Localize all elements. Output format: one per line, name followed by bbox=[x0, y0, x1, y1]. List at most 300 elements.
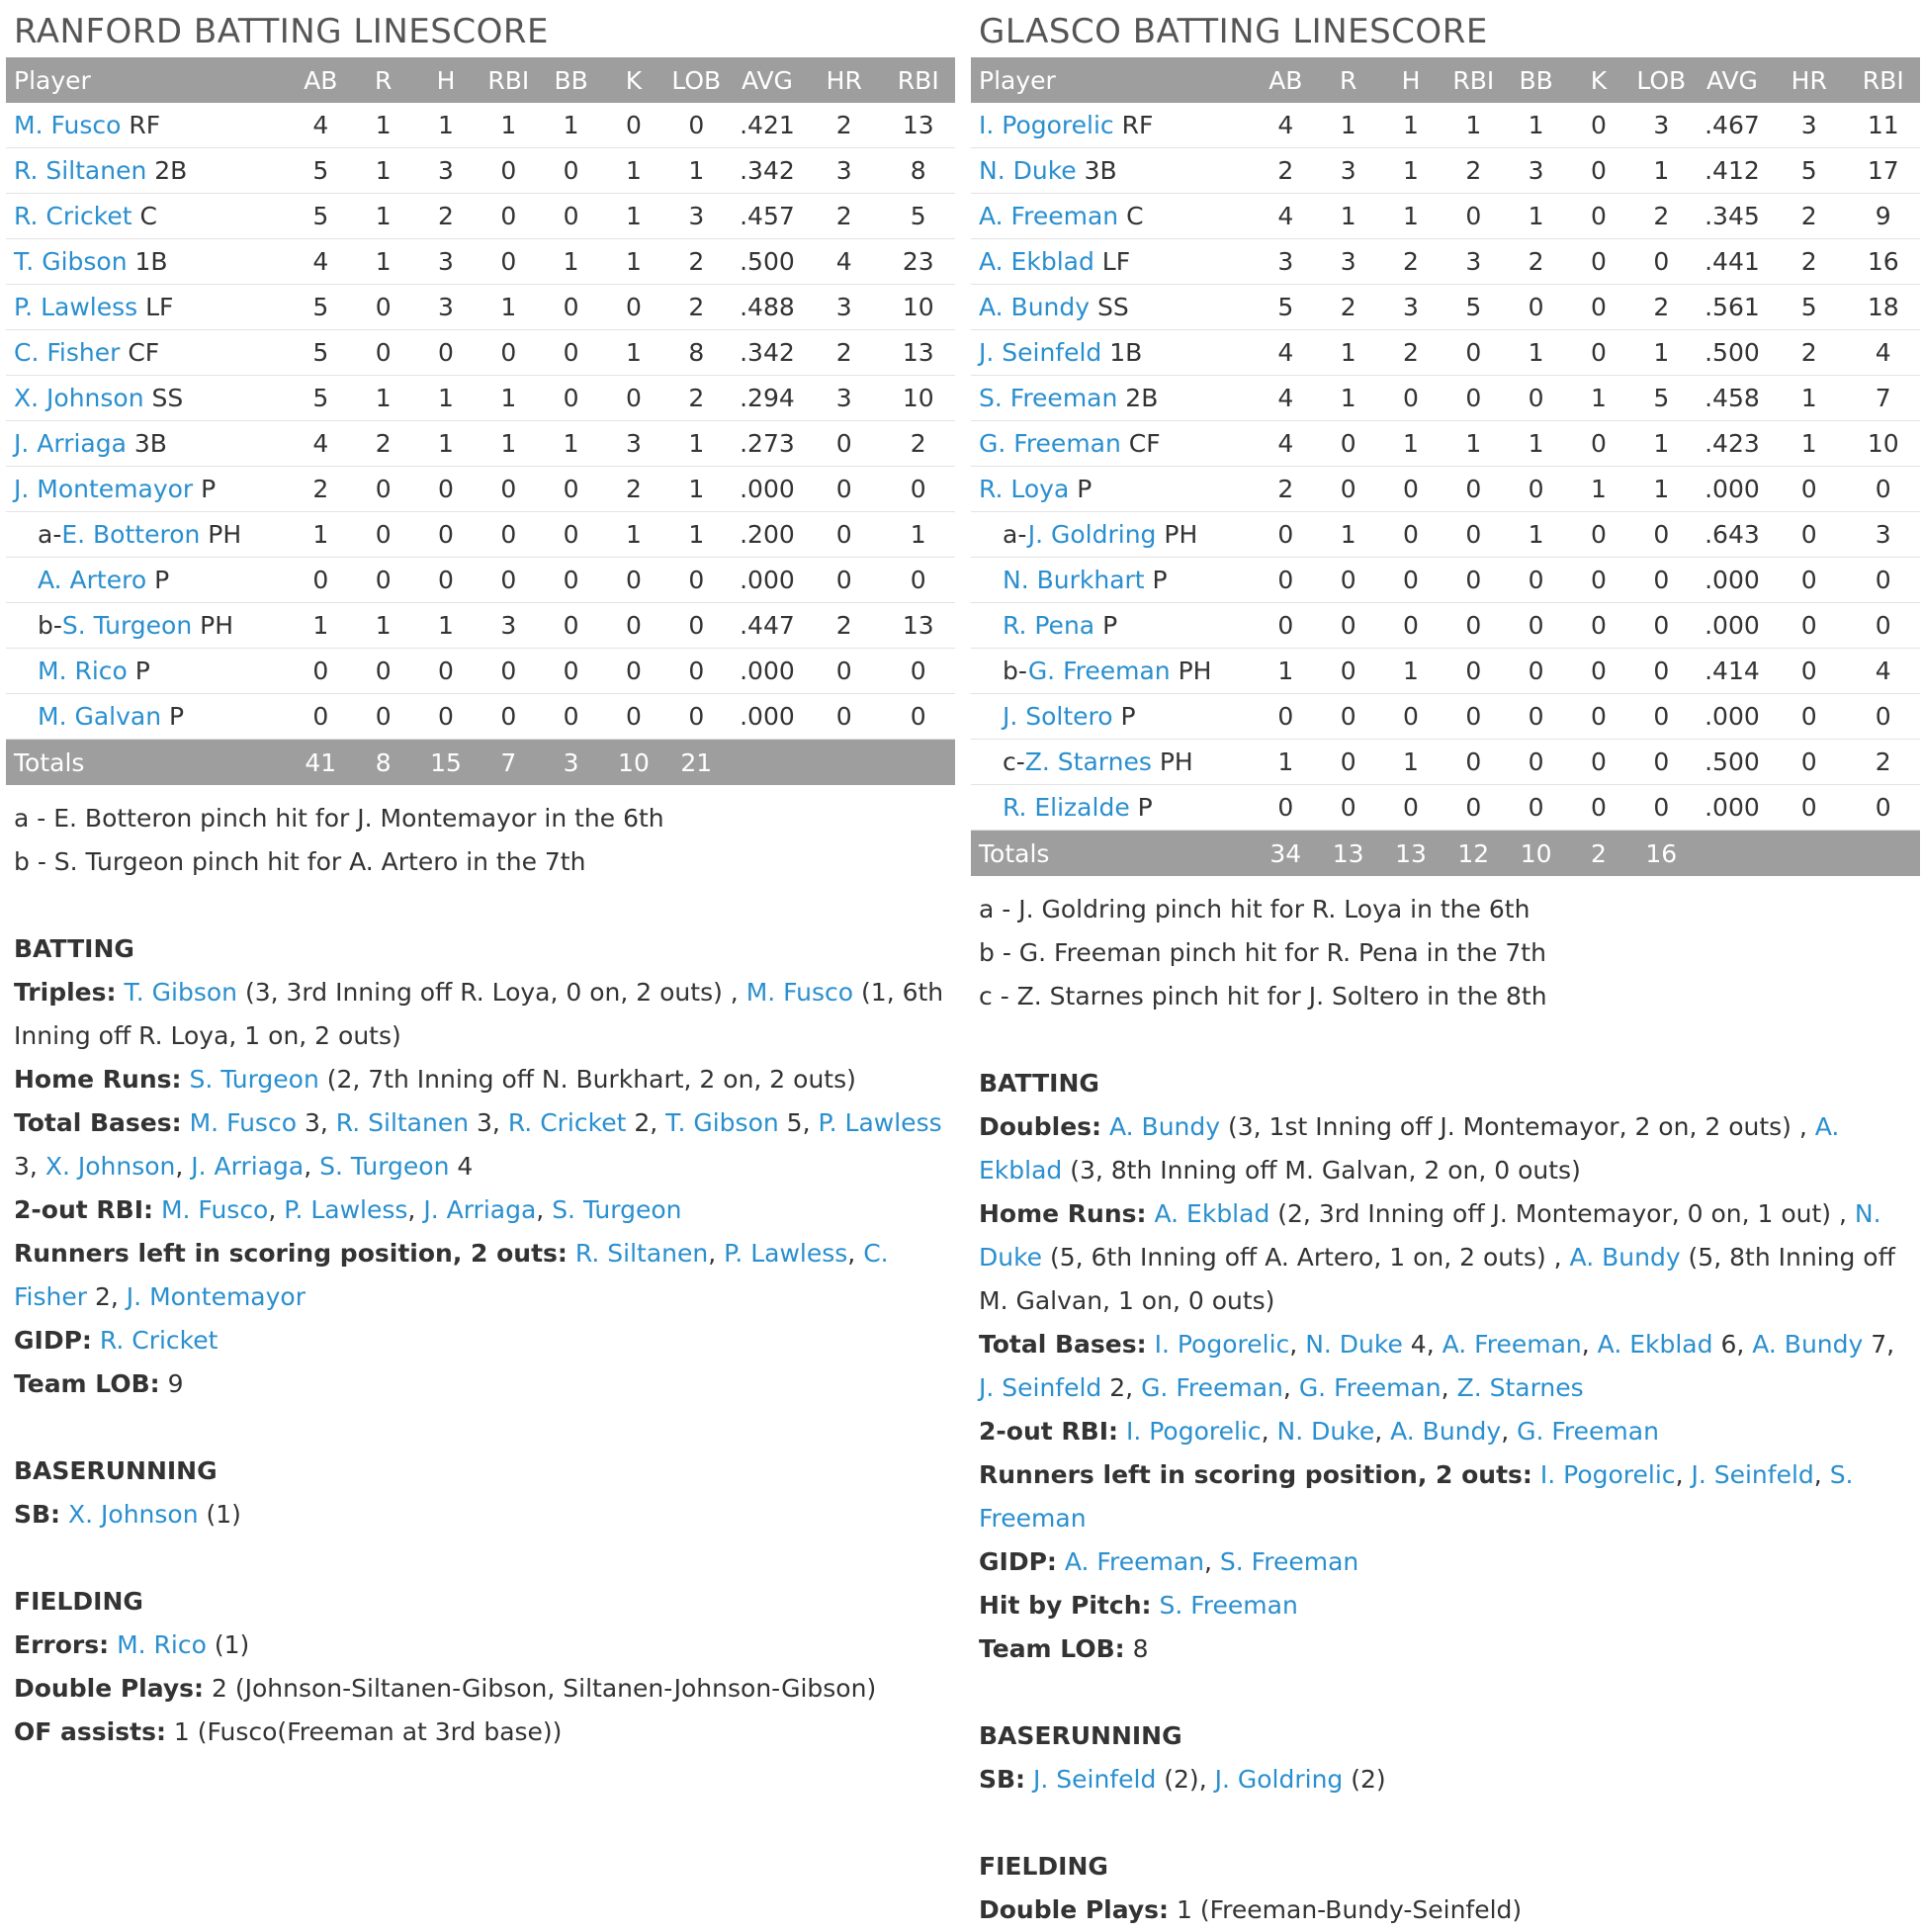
stat-cell: 4 bbox=[290, 239, 352, 285]
stat-cell: .000 bbox=[728, 467, 807, 512]
player-link[interactable]: J. Arriaga bbox=[423, 1195, 537, 1224]
stat-cell: 2 bbox=[807, 103, 882, 148]
player-link[interactable]: C. Fisher bbox=[14, 338, 121, 367]
player-link[interactable]: C. Fisher bbox=[14, 1239, 889, 1311]
player-cell bbox=[6, 467, 290, 512]
sub-prefix: b- bbox=[1003, 657, 1028, 685]
stat-cell: 4 bbox=[290, 103, 352, 148]
position: RF bbox=[129, 111, 161, 139]
stat-cell: 1 bbox=[1630, 148, 1693, 194]
player-link[interactable]: J. Arriaga bbox=[191, 1152, 305, 1181]
player-link[interactable]: R. Cricket bbox=[507, 1108, 627, 1137]
player-link[interactable]: P. Lawless bbox=[14, 293, 138, 321]
stat-cell: 0 bbox=[807, 512, 882, 558]
stat-label: 2-out RBI: bbox=[14, 1195, 154, 1224]
stat-cell: 8 bbox=[665, 330, 728, 376]
player-link[interactable]: X. Johnson bbox=[44, 1152, 176, 1181]
player-link[interactable]: N. Burkhart bbox=[1003, 566, 1145, 594]
stat-text: 2 (Johnson-Siltanen-Gibson, Siltanen-Johnson-Gibson) bbox=[211, 1674, 877, 1703]
stat-cell: 0 bbox=[1505, 785, 1567, 831]
stat-cell: 0 bbox=[602, 103, 664, 148]
stat-line-gidp bbox=[979, 1540, 1910, 1584]
stat-cell: 1 bbox=[1442, 421, 1505, 467]
stat-text: 6, bbox=[1712, 1330, 1753, 1359]
player-link[interactable]: A. Bundy bbox=[1752, 1330, 1864, 1359]
stat-cell: .421 bbox=[728, 103, 807, 148]
player-link[interactable]: R. Siltanen bbox=[335, 1108, 470, 1137]
stat-cell: 0 bbox=[807, 694, 882, 740]
stat-cell: 16 bbox=[1847, 239, 1921, 285]
stat-cell: 0 bbox=[414, 558, 477, 603]
totals-label: Totals bbox=[971, 831, 1255, 877]
stat-cell: 0 bbox=[1567, 421, 1629, 467]
stat-cell: 2 bbox=[1379, 239, 1442, 285]
player-link[interactable]: G. Freeman bbox=[979, 429, 1121, 458]
stat-cell: 1 bbox=[1255, 649, 1317, 694]
player-link[interactable]: G. Freeman bbox=[1141, 1373, 1283, 1402]
stat-line-triples bbox=[14, 971, 945, 1058]
table-row bbox=[6, 649, 955, 694]
player-cell bbox=[6, 194, 290, 239]
sub-prefix: a- bbox=[1003, 520, 1028, 549]
table-row bbox=[6, 148, 955, 194]
stat-cell: 0 bbox=[1567, 694, 1629, 740]
stat-line-sb bbox=[979, 1758, 1910, 1801]
stat-cell: 0 bbox=[1567, 649, 1629, 694]
stat-cell: .000 bbox=[1693, 558, 1772, 603]
stat-cell: 1 bbox=[478, 285, 540, 330]
stat-cell: 0 bbox=[1630, 512, 1693, 558]
player-link[interactable]: S. Freeman bbox=[1159, 1591, 1298, 1620]
player-link[interactable]: P. Lawless bbox=[724, 1239, 848, 1268]
stat-cell: 1 bbox=[1505, 421, 1567, 467]
stat-cell: .500 bbox=[728, 239, 807, 285]
stat-cell: 0 bbox=[1847, 603, 1921, 649]
position: P bbox=[169, 702, 185, 731]
stat-cell: .500 bbox=[1693, 330, 1772, 376]
player-link[interactable]: A. Ekblad bbox=[979, 1112, 1840, 1185]
player-link[interactable]: A. Bundy bbox=[1390, 1417, 1502, 1446]
stat-cell: 0 bbox=[1505, 694, 1567, 740]
player-link[interactable]: R. Loya bbox=[979, 475, 1070, 503]
stat-line-2-out-rbi bbox=[979, 1410, 1910, 1453]
position: C bbox=[139, 202, 157, 230]
totals-cell: 7 bbox=[478, 740, 540, 786]
stat-cell: 1 bbox=[1442, 103, 1505, 148]
stat-cell: 0 bbox=[602, 603, 664, 649]
stat-text: (2, 7th Inning off N. Burkhart, 2 on, 2 outs) bbox=[318, 1065, 856, 1094]
stat-text: , bbox=[1282, 1373, 1299, 1402]
stat-text: 1 (Freeman-Bundy-Seinfeld) bbox=[1176, 1895, 1523, 1924]
table-header-row bbox=[6, 57, 955, 103]
stat-text: 2, bbox=[1101, 1373, 1142, 1402]
stat-cell: 0 bbox=[352, 558, 414, 603]
section-title: FIELDING bbox=[979, 1852, 1108, 1881]
stat-text: , bbox=[1441, 1373, 1457, 1402]
column-header-hr: HR bbox=[807, 57, 882, 103]
player-link[interactable]: N. Duke bbox=[979, 1199, 1881, 1272]
stat-cell: 2 bbox=[1772, 239, 1847, 285]
stat-cell: 0 bbox=[414, 330, 477, 376]
stat-cell: 3 bbox=[478, 603, 540, 649]
column-header-player: Player bbox=[6, 57, 290, 103]
stat-label: Team LOB: bbox=[14, 1369, 160, 1398]
player-link[interactable]: I. Pogorelic bbox=[979, 111, 1114, 139]
stat-cell: .643 bbox=[1693, 512, 1772, 558]
player-link[interactable]: M. Fusco bbox=[14, 111, 122, 139]
table-row bbox=[6, 467, 955, 512]
stat-cell: 2 bbox=[1630, 194, 1693, 239]
stat-cell: 0 bbox=[1379, 694, 1442, 740]
player-link[interactable]: J. Seinfeld bbox=[979, 338, 1102, 367]
player-link[interactable]: G. Freeman bbox=[1298, 1373, 1442, 1402]
stat-cell: 0 bbox=[540, 694, 602, 740]
stat-cell: 5 bbox=[290, 194, 352, 239]
stat-cell: 1 bbox=[1317, 512, 1379, 558]
substitution-notes bbox=[6, 797, 955, 884]
player-link[interactable]: S. Freeman bbox=[1219, 1547, 1359, 1576]
stat-line-errors bbox=[14, 1624, 945, 1667]
position: LF bbox=[1101, 247, 1131, 276]
table-row bbox=[971, 558, 1920, 603]
stat-cell: .345 bbox=[1693, 194, 1772, 239]
stat-text: (5, 6th Inning off A. Artero, 1 on, 2 outs) , bbox=[1042, 1243, 1570, 1272]
player-cell bbox=[6, 148, 290, 194]
player-link[interactable]: X. Johnson bbox=[14, 384, 144, 412]
player-link[interactable]: T. Gibson bbox=[14, 247, 128, 276]
player-link[interactable]: M. Fusco bbox=[745, 978, 854, 1007]
player-link[interactable]: A. Freeman bbox=[1442, 1330, 1582, 1359]
stat-cell: 0 bbox=[1317, 603, 1379, 649]
stat-cell: 0 bbox=[478, 649, 540, 694]
stat-cell: 7 bbox=[1847, 376, 1921, 421]
stat-cell: 0 bbox=[540, 376, 602, 421]
section-batting bbox=[6, 927, 955, 1406]
player-link[interactable]: J. Seinfeld bbox=[1691, 1460, 1814, 1489]
table-header-row bbox=[971, 57, 1920, 103]
player-link[interactable]: A. Freeman bbox=[979, 202, 1119, 230]
stat-cell: 2 bbox=[1847, 740, 1921, 785]
stat-text: 8 bbox=[1132, 1634, 1149, 1663]
player-link[interactable]: J. Soltero bbox=[1003, 702, 1113, 731]
stat-cell: 1 bbox=[1772, 376, 1847, 421]
player-link[interactable]: A. Freeman bbox=[1064, 1547, 1204, 1576]
stat-text: , bbox=[407, 1195, 424, 1224]
stat-cell: 1 bbox=[1379, 649, 1442, 694]
player-cell bbox=[971, 785, 1255, 831]
player-link[interactable]: N. Duke bbox=[1305, 1330, 1403, 1359]
stat-cell: 2 bbox=[1317, 285, 1379, 330]
player-link[interactable]: J. Seinfeld bbox=[979, 1373, 1102, 1402]
table-row bbox=[971, 603, 1920, 649]
stat-cell: 1 bbox=[1505, 194, 1567, 239]
player-cell bbox=[971, 103, 1255, 148]
section-fielding bbox=[971, 1845, 1920, 1932]
stat-cell: 1 bbox=[352, 239, 414, 285]
player-link[interactable]: Z. Starnes bbox=[1024, 747, 1152, 776]
totals-cell: 12 bbox=[1442, 831, 1505, 877]
stat-cell: 5 bbox=[1772, 148, 1847, 194]
stat-cell: 0 bbox=[1317, 740, 1379, 785]
player-link[interactable]: M. Rico bbox=[117, 1630, 207, 1659]
note-line: c - Z. Starnes pinch hit for J. Soltero in the 8th bbox=[979, 982, 1547, 1010]
player-link[interactable]: E. Botteron bbox=[61, 520, 201, 549]
stat-cell: 0 bbox=[352, 330, 414, 376]
stat-cell: 0 bbox=[1567, 194, 1629, 239]
player-link[interactable]: A. Ekblad bbox=[1597, 1330, 1713, 1359]
position: 2B bbox=[154, 156, 188, 185]
position: PH bbox=[1159, 747, 1193, 776]
player-link[interactable]: R. Cricket bbox=[14, 202, 132, 230]
stat-cell: 0 bbox=[540, 603, 602, 649]
stat-label: Team LOB: bbox=[979, 1634, 1125, 1663]
stat-text: 2, bbox=[626, 1108, 666, 1137]
stat-cell: 1 bbox=[1505, 512, 1567, 558]
table-row bbox=[971, 376, 1920, 421]
totals-row bbox=[6, 740, 955, 786]
player-link[interactable]: S. Turgeon bbox=[61, 611, 193, 640]
position: RF bbox=[1121, 111, 1154, 139]
stat-cell: 0 bbox=[1505, 649, 1567, 694]
column-header-k: K bbox=[1567, 57, 1629, 103]
player-cell bbox=[6, 103, 290, 148]
player-link[interactable]: A. Bundy bbox=[979, 293, 1091, 321]
stat-cell: 1 bbox=[1379, 148, 1442, 194]
player-link[interactable]: T. Gibson bbox=[124, 978, 238, 1007]
table-row bbox=[6, 285, 955, 330]
player-link[interactable]: G. Freeman bbox=[1027, 657, 1171, 685]
table-row bbox=[971, 194, 1920, 239]
stat-cell: 0 bbox=[352, 512, 414, 558]
stat-cell: 0 bbox=[1442, 467, 1505, 512]
position: PH bbox=[1178, 657, 1212, 685]
stat-cell: 1 bbox=[352, 376, 414, 421]
player-link[interactable]: A. Bundy bbox=[1569, 1243, 1681, 1272]
player-link[interactable]: R. Pena bbox=[1003, 611, 1095, 640]
player-link[interactable]: I. Pogorelic bbox=[1125, 1417, 1262, 1446]
stat-text: (2, 3rd Inning off J. Montemayor, 0 on, 1 out) , bbox=[1269, 1199, 1855, 1228]
stat-cell: 0 bbox=[1630, 694, 1693, 740]
player-link[interactable]: J. Montemayor bbox=[126, 1282, 306, 1311]
substitution-notes bbox=[971, 888, 1920, 1018]
totals-cell: 15 bbox=[414, 740, 477, 786]
column-header-rbi: RBI bbox=[478, 57, 540, 103]
player-link[interactable]: S. Turgeon bbox=[189, 1065, 319, 1094]
player-cell bbox=[6, 512, 290, 558]
sub-prefix: b- bbox=[38, 611, 62, 640]
stat-label: Home Runs: bbox=[14, 1065, 182, 1094]
stat-cell: 0 bbox=[1317, 694, 1379, 740]
stat-cell: 0 bbox=[1847, 694, 1921, 740]
stat-cell: 2 bbox=[352, 421, 414, 467]
player-link[interactable]: J. Goldring bbox=[1214, 1765, 1344, 1794]
stat-cell: 0 bbox=[540, 194, 602, 239]
totals-cell: 8 bbox=[352, 740, 414, 786]
player-link[interactable]: N. Duke bbox=[1276, 1417, 1375, 1446]
column-header-ab: AB bbox=[1255, 57, 1317, 103]
player-cell bbox=[6, 330, 290, 376]
player-link[interactable]: M. Rico bbox=[38, 657, 128, 685]
stat-text: 1 (Fusco(Freeman at 3rd base)) bbox=[173, 1717, 563, 1746]
stat-cell: 0 bbox=[665, 103, 728, 148]
stat-line-runners-left-in-scoring-position-2-outs bbox=[14, 1232, 945, 1319]
column-header-bb: BB bbox=[540, 57, 602, 103]
stat-cell: 0 bbox=[478, 239, 540, 285]
stat-cell: 1 bbox=[665, 467, 728, 512]
stat-cell: 1 bbox=[290, 512, 352, 558]
stat-cell: 1 bbox=[1255, 740, 1317, 785]
stat-cell: 1 bbox=[540, 421, 602, 467]
stat-cell: 13 bbox=[882, 330, 956, 376]
stat-cell: 0 bbox=[665, 694, 728, 740]
stat-cell: 2 bbox=[414, 194, 477, 239]
stat-cell: 10 bbox=[882, 376, 956, 421]
player-link[interactable]: P. Lawless bbox=[284, 1195, 408, 1224]
player-link[interactable]: R. Cricket bbox=[99, 1326, 219, 1355]
player-link[interactable]: J. Seinfeld bbox=[1033, 1765, 1157, 1794]
stat-line-double-plays bbox=[979, 1888, 1910, 1932]
stat-text: (5, 8th Inning off M. Galvan, 1 on, 0 outs) bbox=[979, 1243, 1895, 1315]
stat-cell: 5 bbox=[290, 330, 352, 376]
stat-cell: 0 bbox=[540, 558, 602, 603]
stat-cell: 3 bbox=[414, 285, 477, 330]
position: P bbox=[1137, 793, 1153, 822]
stat-cell: 1 bbox=[1317, 376, 1379, 421]
player-link[interactable]: S. Freeman bbox=[979, 1460, 1854, 1533]
stat-cell: 23 bbox=[882, 239, 956, 285]
stat-cell: 3 bbox=[1317, 148, 1379, 194]
stat-cell: 0 bbox=[1317, 558, 1379, 603]
position: SS bbox=[1097, 293, 1129, 321]
stat-cell: 3 bbox=[1317, 239, 1379, 285]
player-link[interactable]: I. Pogorelic bbox=[1154, 1330, 1290, 1359]
player-cell bbox=[971, 694, 1255, 740]
stat-cell: 1 bbox=[478, 421, 540, 467]
player-link[interactable]: M. Fusco bbox=[160, 1195, 269, 1224]
totals-cell bbox=[1847, 831, 1921, 877]
player-link[interactable]: R. Siltanen bbox=[574, 1239, 709, 1268]
stat-cell: 0 bbox=[1505, 285, 1567, 330]
stat-cell: 0 bbox=[1567, 239, 1629, 285]
totals-cell: 10 bbox=[1505, 831, 1567, 877]
player-cell bbox=[971, 330, 1255, 376]
stat-text: , bbox=[304, 1152, 320, 1181]
player-cell bbox=[971, 649, 1255, 694]
player-cell bbox=[6, 285, 290, 330]
totals-cell: 3 bbox=[540, 740, 602, 786]
stat-label: Runners left in scoring position, 2 outs: bbox=[14, 1239, 568, 1268]
stat-cell: 1 bbox=[352, 103, 414, 148]
stat-label: SB: bbox=[979, 1765, 1026, 1794]
player-link[interactable]: A. Artero bbox=[38, 566, 147, 594]
player-link[interactable]: J. Arriaga bbox=[14, 429, 127, 458]
stat-cell: 1 bbox=[414, 421, 477, 467]
player-link[interactable]: I. Pogorelic bbox=[1539, 1460, 1676, 1489]
stat-cell: 0 bbox=[1567, 148, 1629, 194]
note-line: b - G. Freeman pinch hit for R. Pena in the 7th bbox=[979, 938, 1546, 967]
stat-text: 9 bbox=[167, 1369, 184, 1398]
stat-cell: 0 bbox=[882, 694, 956, 740]
stat-cell: 0 bbox=[290, 649, 352, 694]
player-link[interactable]: S. Freeman bbox=[979, 384, 1118, 412]
player-link[interactable]: N. Duke bbox=[979, 156, 1077, 185]
stat-cell: 3 bbox=[1255, 239, 1317, 285]
player-link[interactable]: M. Galvan bbox=[38, 702, 162, 731]
column-header-r: R bbox=[1317, 57, 1379, 103]
totals-cell bbox=[1772, 831, 1847, 877]
position: 3B bbox=[1084, 156, 1117, 185]
stat-cell: 1 bbox=[602, 239, 664, 285]
stat-line-team-lob bbox=[979, 1627, 1910, 1671]
stat-cell: 2 bbox=[807, 603, 882, 649]
stat-cell: 1 bbox=[540, 239, 602, 285]
player-cell bbox=[971, 603, 1255, 649]
player-link[interactable]: J. Goldring bbox=[1027, 520, 1157, 549]
stat-cell: 0 bbox=[414, 467, 477, 512]
column-header-bb: BB bbox=[1505, 57, 1567, 103]
totals-cell: 16 bbox=[1630, 831, 1693, 877]
player-link[interactable]: Z. Starnes bbox=[1456, 1373, 1584, 1402]
stat-cell: 0 bbox=[1442, 740, 1505, 785]
stat-cell: 0 bbox=[665, 603, 728, 649]
player-cell bbox=[971, 239, 1255, 285]
player-link[interactable]: S. Turgeon bbox=[552, 1195, 682, 1224]
player-link[interactable]: P. Lawless bbox=[818, 1108, 942, 1137]
sub-prefix: a- bbox=[38, 520, 62, 549]
column-header-ab: AB bbox=[290, 57, 352, 103]
player-link[interactable]: J. Montemayor bbox=[14, 475, 194, 503]
player-cell bbox=[6, 649, 290, 694]
position: P bbox=[154, 566, 170, 594]
stat-cell: .342 bbox=[728, 148, 807, 194]
ranford-panel bbox=[6, 0, 955, 1754]
stat-cell: 13 bbox=[882, 603, 956, 649]
position: P bbox=[1077, 475, 1093, 503]
stat-cell: 2 bbox=[1379, 330, 1442, 376]
stat-cell: 1 bbox=[1630, 421, 1693, 467]
stat-cell: 3 bbox=[807, 285, 882, 330]
section-title: FIELDING bbox=[14, 1587, 143, 1616]
stat-label: Total Bases: bbox=[979, 1330, 1147, 1359]
stat-cell: 5 bbox=[290, 285, 352, 330]
stat-cell: 4 bbox=[807, 239, 882, 285]
section-fielding bbox=[6, 1580, 955, 1754]
stat-cell: 0 bbox=[602, 376, 664, 421]
player-link[interactable]: A. Ekblad bbox=[1154, 1199, 1270, 1228]
player-link[interactable]: M. Fusco bbox=[189, 1108, 297, 1137]
player-link[interactable]: X. Johnson bbox=[68, 1500, 199, 1529]
stat-cell: 2 bbox=[1630, 285, 1693, 330]
player-link[interactable]: R. Siltanen bbox=[14, 156, 147, 185]
player-cell bbox=[971, 740, 1255, 785]
player-link[interactable]: T. Gibson bbox=[665, 1108, 779, 1137]
player-link[interactable]: S. Turgeon bbox=[319, 1152, 450, 1181]
position: CF bbox=[1128, 429, 1161, 458]
stat-cell: 0 bbox=[1505, 467, 1567, 512]
column-header-avg: AVG bbox=[1693, 57, 1772, 103]
player-link[interactable]: A. Bundy bbox=[1108, 1112, 1221, 1141]
stat-line-home-runs bbox=[14, 1058, 945, 1101]
stat-cell: 2 bbox=[882, 421, 956, 467]
stat-cell: .447 bbox=[728, 603, 807, 649]
player-link[interactable]: R. Elizalde bbox=[1003, 793, 1130, 822]
player-link[interactable]: G. Freeman bbox=[1517, 1417, 1659, 1446]
stat-line-team-lob bbox=[14, 1362, 945, 1406]
player-link[interactable]: A. Ekblad bbox=[979, 247, 1094, 276]
totals-cell: 2 bbox=[1567, 831, 1629, 877]
stat-cell: 1 bbox=[478, 103, 540, 148]
stat-cell: 0 bbox=[352, 467, 414, 512]
